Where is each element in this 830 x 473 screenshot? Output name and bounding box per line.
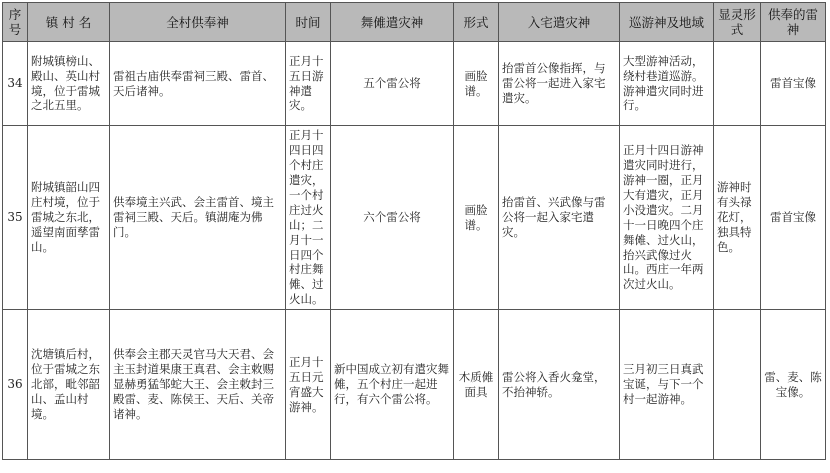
header-time: 时间	[286, 3, 331, 42]
cell-no: 34	[3, 42, 28, 126]
cell-form: 画脸谱。	[454, 126, 499, 310]
cell-town: 附城镇榜山、殿山、英山村境，位于雷城之北五里。	[28, 42, 110, 126]
cell-dance: 新中国成立初有遣灾舞傩，五个村庄一起进行，有六个雷公将。	[331, 310, 454, 460]
table-row	[3, 126, 826, 310]
table-row	[3, 310, 826, 460]
cell-time: 正月十四日四个村庄遣灾，一个村庄过火山；二月十一日四个村庄舞傩、过火山。	[286, 126, 331, 310]
cell-tour: 正月十四日游神遣灾同时进行，游神一圈，正月大有遣灾，正月小没遣灾。二月十一日晚四个庄舞傩、过火山，抬兴武像过火山。西庄一年两次过火山。	[620, 126, 714, 310]
cell-no: 36	[3, 310, 28, 460]
cell-no: 35	[3, 126, 28, 310]
cell-dance: 五个雷公将	[331, 42, 454, 126]
cell-house: 雷公将入香火龛堂，不抬神轿。	[499, 310, 620, 460]
cell-thunder: 雷首宝像	[761, 42, 826, 126]
village-deity-table	[2, 2, 826, 460]
header-deity: 全村供奉神	[110, 3, 286, 42]
cell-manifest: 游神时有头禄花灯，独具特色。	[714, 126, 761, 310]
cell-dance: 六个雷公将	[331, 126, 454, 310]
header-manifest: 显灵形式	[714, 3, 761, 42]
cell-house: 抬雷首公像指挥，与雷公将一起进入家宅遣灾。	[499, 42, 620, 126]
cell-manifest	[714, 42, 761, 126]
header-house: 入宅遣灾神	[499, 3, 620, 42]
cell-form: 木质傩面具	[454, 310, 499, 460]
cell-town: 沈塘镇后村，位于雷城之东北部，毗邻韶山、孟山村境。	[28, 310, 110, 460]
table-row	[3, 42, 826, 126]
cell-thunder: 雷首宝像	[761, 126, 826, 310]
cell-deity: 供奉会主郡天灵官马大天君、会主玉封道果康王真君、会主敕赐显赫勇猛邹蛇大王、会主敕封三殿雷、麦、陈侯王、天后、关帝诸神。	[110, 310, 286, 460]
header-thunder: 供奉的雷神	[761, 3, 826, 42]
header-tour: 巡游神及地域	[620, 3, 714, 42]
cell-deity: 供奉境主兴武、会主雷首、境主雷祠三殿、天后。镇湖庵为佛门。	[110, 126, 286, 310]
cell-tour: 大型游神活动，绕村巷道巡游。游神遣灾同时进行。	[620, 42, 714, 126]
cell-deity: 雷祖古庙供奉雷祠三殿、雷首、天后诸神。	[110, 42, 286, 126]
cell-tour: 三月初三日真武宝诞，与下一个村一起游神。	[620, 310, 714, 460]
cell-time: 正月十五日元宵盛大游神。	[286, 310, 331, 460]
cell-manifest	[714, 310, 761, 460]
header-dance: 舞傩遣灾神	[331, 3, 454, 42]
header-row	[3, 3, 826, 42]
header-form: 形式	[454, 3, 499, 42]
cell-time: 正月十五日游神遣灾。	[286, 42, 331, 126]
cell-house: 抬雷首、兴武像与雷公将一起入家宅遣灾。	[499, 126, 620, 310]
cell-form: 画脸谱。	[454, 42, 499, 126]
cell-town: 附城镇韶山四庄村境，位于雷城之东北，遥望南面孳雷山。	[28, 126, 110, 310]
cell-thunder: 雷、麦、陈宝像。	[761, 310, 826, 460]
header-town: 镇 村 名	[28, 3, 110, 42]
header-no: 序号	[3, 3, 28, 42]
